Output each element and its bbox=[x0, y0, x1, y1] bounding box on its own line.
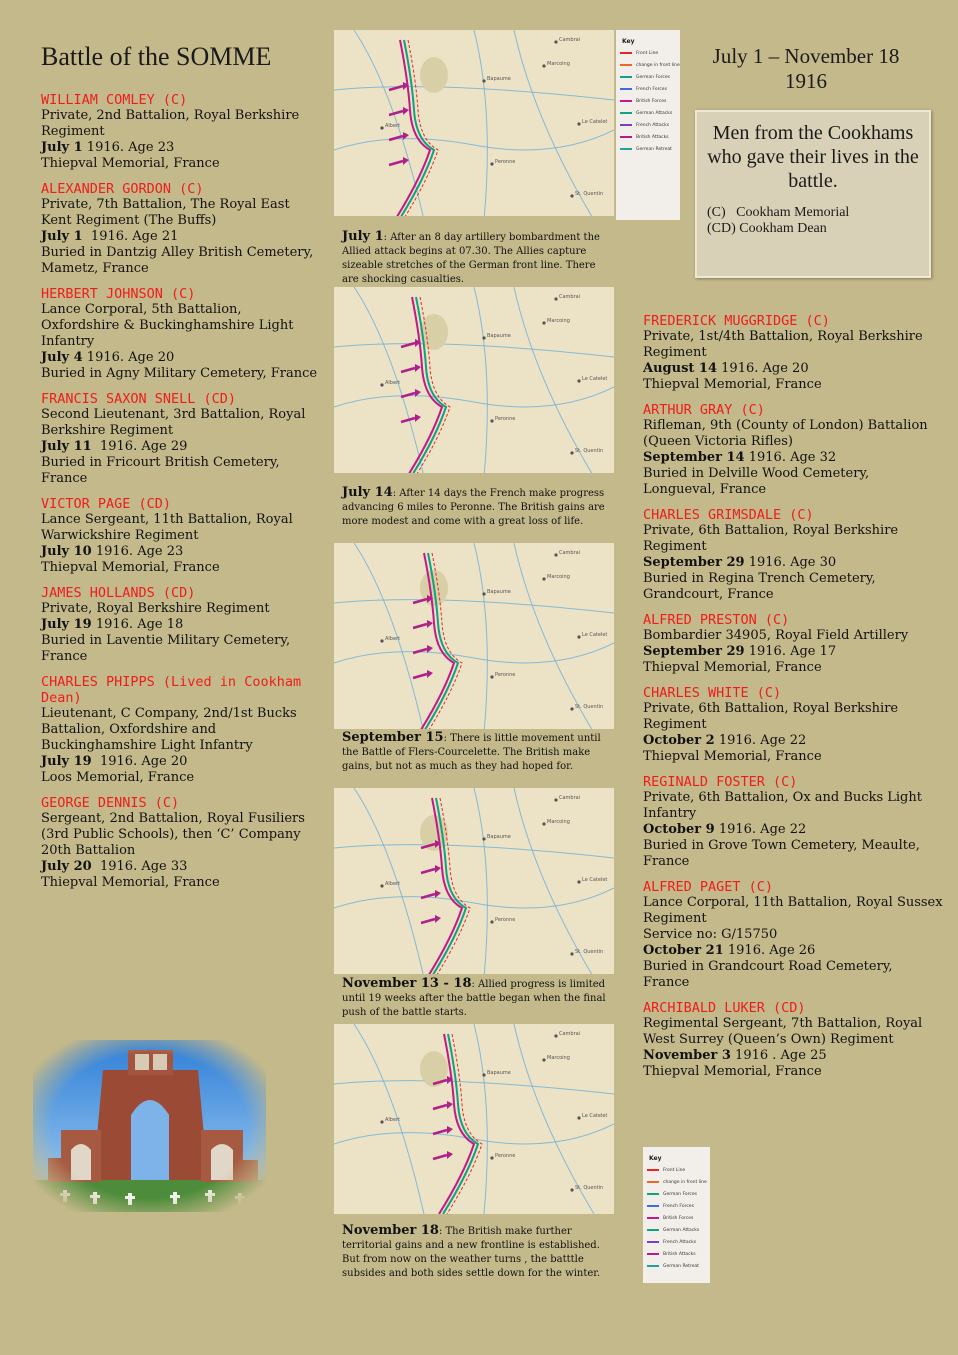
caption-july-1 bbox=[342, 230, 608, 287]
place-dot bbox=[570, 1188, 573, 1191]
key-swatch bbox=[647, 1181, 659, 1183]
soldier-death-date bbox=[41, 140, 321, 156]
key-swatch bbox=[647, 1193, 659, 1195]
soldier-death-date bbox=[41, 859, 321, 875]
soldier-burial: Buried in Delville Wood Cemetery, Longueval, France bbox=[643, 466, 870, 497]
soldier-entry bbox=[643, 507, 943, 603]
soldier-rank-unit: Private, 6th Battalion, Ox and Bucks Light Infantry bbox=[643, 790, 922, 821]
soldier-entry bbox=[41, 181, 321, 277]
soldier-entry bbox=[41, 585, 321, 665]
death-year-age: 1916. Age 29 bbox=[91, 439, 188, 454]
key-item bbox=[643, 1164, 710, 1176]
key-item bbox=[643, 1260, 710, 1272]
soldier-death-date bbox=[41, 617, 321, 633]
soldier-rank-unit: Lieutenant, C Company, 2nd/1st Bucks Battalion, Oxfordshire and Buckinghamshire Light Infantry bbox=[41, 706, 297, 753]
soldier-name: WILLIAM COMLEY (C) bbox=[41, 92, 188, 108]
legend-label: Cookham Dean bbox=[739, 221, 827, 236]
death-year-age: 1916. Age 20 bbox=[91, 754, 188, 769]
soldier-entry bbox=[41, 391, 321, 487]
key-label: German Forces bbox=[663, 1191, 697, 1197]
death-year-age: 1916. Age 20 bbox=[82, 350, 175, 365]
caption-date: November 18 bbox=[342, 1223, 439, 1238]
place-label: Cambrai bbox=[559, 294, 581, 300]
soldier-burial: Buried in Grandcourt Road Cemetery, France bbox=[643, 959, 893, 990]
place-label: Albert bbox=[385, 881, 401, 887]
key-item bbox=[616, 95, 680, 107]
place-label: Marcoing bbox=[547, 318, 570, 324]
legend-row-cd bbox=[697, 221, 929, 237]
place-label: St. Quentin bbox=[575, 949, 604, 955]
place-dot bbox=[482, 592, 485, 595]
place-dot bbox=[570, 707, 573, 710]
caption-date: July 14 bbox=[342, 485, 393, 500]
soldier-entry bbox=[41, 92, 321, 172]
key-item bbox=[643, 1224, 710, 1236]
place-label: St. Quentin bbox=[575, 448, 604, 454]
place-dot bbox=[577, 635, 580, 638]
death-year-age: 1916. Age 18 bbox=[91, 617, 184, 632]
key-label: British Attacks bbox=[663, 1251, 696, 1257]
soldier-burial: Thiepval Memorial, France bbox=[643, 377, 822, 392]
place-label: Marcoing bbox=[547, 819, 570, 825]
key-label: Front Line bbox=[663, 1167, 686, 1173]
death-year-age: 1916. Age 26 bbox=[723, 943, 816, 958]
battle-dates bbox=[690, 44, 922, 94]
place-dot bbox=[380, 1120, 383, 1123]
key-swatch bbox=[620, 124, 632, 126]
key-item bbox=[616, 83, 680, 95]
place-dot bbox=[490, 920, 493, 923]
key-title: Key bbox=[622, 38, 635, 45]
soldier-name: ARCHIBALD LUKER (CD) bbox=[643, 1000, 806, 1016]
place-label: Marcoing bbox=[547, 61, 570, 67]
key-swatch bbox=[647, 1169, 659, 1171]
key-swatch bbox=[620, 112, 632, 114]
death-year-age: 1916. Age 23 bbox=[82, 140, 175, 155]
key-swatch bbox=[620, 76, 632, 78]
soldier-rank-unit: Private, 6th Battalion, Royal Berkshire Regiment bbox=[643, 701, 899, 732]
soldier-rank-unit: Service no: G/15750 bbox=[643, 927, 778, 942]
death-date: September 29 bbox=[643, 644, 745, 659]
place-dot bbox=[482, 79, 485, 82]
place-dot bbox=[570, 194, 573, 197]
place-label: Marcoing bbox=[547, 1055, 570, 1061]
soldier-burial: Buried in Regina Trench Cemetery, Grandcourt, France bbox=[643, 571, 876, 602]
death-date: July 11 bbox=[41, 439, 92, 454]
place-dot bbox=[380, 639, 383, 642]
place-dot bbox=[554, 297, 557, 300]
soldier-burial: Loos Memorial, France bbox=[41, 770, 195, 785]
soldier-burial: Thiepval Memorial, France bbox=[643, 749, 822, 764]
soldier-rank-unit: Sergeant, 2nd Battalion, Royal Fusiliers (3rd Public Schools), then ‘C’ Company 20th Battalion bbox=[41, 811, 305, 858]
place-dot bbox=[570, 952, 573, 955]
place-label: Albert bbox=[385, 1117, 401, 1123]
soldier-death-date bbox=[643, 361, 943, 377]
place-dot bbox=[577, 1116, 580, 1119]
soldier-name: ALFRED PAGET (C) bbox=[643, 879, 774, 895]
death-year-age: 1916. Age 22 bbox=[714, 822, 807, 837]
place-dot bbox=[482, 837, 485, 840]
soldier-name: FREDERICK MUGGRIDGE (C) bbox=[643, 313, 830, 329]
key-label: Front Line bbox=[636, 50, 659, 56]
caption-text: : After an 8 day artillery bombardment the Allied attack begins at 07.30. The Allies capture sizeable stretches of the German front line. There are shocking casualties. bbox=[342, 232, 600, 285]
key-label: German Retreat bbox=[663, 1263, 699, 1269]
key-swatch bbox=[620, 136, 632, 138]
key-item bbox=[616, 47, 680, 59]
key-item bbox=[643, 1176, 710, 1188]
place-dot bbox=[542, 577, 545, 580]
page-title: Battle of the SOMME bbox=[41, 42, 272, 71]
soldier-name: ALFRED PRESTON (C) bbox=[643, 612, 790, 628]
place-dot bbox=[380, 126, 383, 129]
place-label: Bapaume bbox=[487, 333, 511, 339]
soldier-name: GEORGE DENNIS (C) bbox=[41, 795, 180, 811]
soldier-burial: Thiepval Memorial, France bbox=[41, 156, 220, 171]
key-item bbox=[616, 131, 680, 143]
soldier-name: FRANCIS SAXON SNELL (CD) bbox=[41, 391, 237, 407]
soldier-burial: Buried in Dantzig Alley British Cemetery, Mametz, France bbox=[41, 245, 314, 276]
soldier-name: ARTHUR GRAY (C) bbox=[643, 402, 765, 418]
place-label: Cambrai bbox=[559, 1031, 581, 1037]
key-item bbox=[643, 1212, 710, 1224]
key-item bbox=[616, 59, 680, 71]
place-label: Le Catelet bbox=[582, 119, 608, 125]
place-label: Bapaume bbox=[487, 589, 511, 595]
soldier-entry bbox=[643, 1000, 943, 1080]
soldier-burial: Buried in Laventie Military Cemetery, France bbox=[41, 633, 291, 664]
thiepval-memorial-photo bbox=[33, 1040, 266, 1212]
place-dot bbox=[380, 383, 383, 386]
legend-code: (C) bbox=[707, 205, 726, 220]
place-label: Peronne bbox=[495, 159, 516, 165]
key-label: change in front line bbox=[663, 1179, 707, 1185]
place-dot bbox=[490, 419, 493, 422]
map-key-small bbox=[643, 1147, 710, 1283]
death-year-age: 1916. Age 21 bbox=[82, 229, 179, 244]
soldier-rank-unit: Lance Sergeant, 11th Battalion, Royal Warwickshire Regiment bbox=[41, 512, 293, 543]
death-date: September 14 bbox=[643, 450, 745, 465]
soldier-rank-unit: Second Lieutenant, 3rd Battalion, Royal Berkshire Regiment bbox=[41, 407, 306, 438]
caption-text: : There is little movement until the Battle of Flers-Courcelette. The British make gains, but not as much as they had hoped for. bbox=[342, 733, 601, 772]
key-swatch bbox=[647, 1241, 659, 1243]
soldier-name: REGINALD FOSTER (C) bbox=[643, 774, 798, 790]
death-date: October 21 bbox=[643, 943, 724, 958]
caption-november-13 bbox=[342, 977, 608, 1020]
soldier-rank-unit: Regimental Sergeant, 7th Battalion, Royal West Surrey (Queen’s Own) Regiment bbox=[643, 1016, 923, 1047]
key-swatch bbox=[647, 1265, 659, 1267]
key-label: German Attacks bbox=[663, 1227, 700, 1233]
info-heading: Men from the Cookhams who gave their lives in the battle. bbox=[707, 122, 919, 192]
soldier-entry bbox=[643, 774, 943, 870]
soldier-death-date bbox=[643, 733, 943, 749]
death-date: October 2 bbox=[643, 733, 715, 748]
soldier-death-date bbox=[41, 439, 321, 455]
place-label: Peronne bbox=[495, 1153, 516, 1159]
death-year-age: 1916. Age 33 bbox=[91, 859, 188, 874]
caption-text: : Allied progress is limited until 19 weeks after the battle began when the final push of the battle starts. bbox=[342, 979, 606, 1018]
place-label: Bapaume bbox=[487, 834, 511, 840]
map-september-15 bbox=[334, 543, 614, 729]
place-label: Peronne bbox=[495, 917, 516, 923]
place-dot bbox=[542, 64, 545, 67]
key-item bbox=[616, 107, 680, 119]
soldier-death-date bbox=[41, 754, 321, 770]
place-label: Bapaume bbox=[487, 76, 511, 82]
caption-september-15 bbox=[342, 731, 608, 774]
place-dot bbox=[570, 451, 573, 454]
caption-july-14 bbox=[342, 486, 608, 529]
key-swatch bbox=[620, 148, 632, 150]
soldier-rank-unit: Private, 6th Battalion, Royal Berkshire Regiment bbox=[643, 523, 899, 554]
soldier-rank-unit: Bombardier 34905, Royal Field Artillery bbox=[643, 628, 909, 643]
key-label: French Forces bbox=[663, 1203, 694, 1209]
soldier-name: HERBERT JOHNSON (C) bbox=[41, 286, 196, 302]
caption-date: July 1 bbox=[342, 229, 384, 244]
soldier-name: CHARLES PHIPPS (Lived in Cookham Dean) bbox=[41, 674, 302, 706]
soldier-rank-unit: Rifleman, 9th (County of London) Battalion (Queen Victoria Rifles) bbox=[643, 418, 928, 449]
death-year-age: 1916. Age 23 bbox=[91, 544, 184, 559]
soldier-death-date bbox=[643, 450, 943, 466]
place-dot bbox=[554, 1034, 557, 1037]
key-swatch bbox=[647, 1229, 659, 1231]
soldier-burial: Buried in Grove Town Cemetery, Meaulte, France bbox=[643, 838, 920, 869]
caption-date: November 13 - 18 bbox=[342, 976, 472, 991]
dates-line-2: 1916 bbox=[785, 69, 827, 93]
place-label: Le Catelet bbox=[582, 1113, 608, 1119]
soldier-name: CHARLES GRIMSDALE (C) bbox=[643, 507, 814, 523]
soldier-name: CHARLES WHITE (C) bbox=[643, 685, 782, 701]
soldier-burial: Thiepval Memorial, France bbox=[41, 560, 220, 575]
place-label: St. Quentin bbox=[575, 1185, 604, 1191]
soldier-rank-unit: Private, 1st/4th Battalion, Royal Berkshire Regiment bbox=[643, 329, 923, 360]
key-swatch bbox=[620, 52, 632, 54]
place-label: Le Catelet bbox=[582, 632, 608, 638]
caption-text: : After 14 days the French make progress advancing 6 miles to Peronne. The British gains are more modest and come with a great loss of life. bbox=[342, 488, 605, 527]
key-label: British Forces bbox=[636, 98, 667, 104]
key-swatch bbox=[620, 64, 632, 66]
soldier-entry bbox=[643, 685, 943, 765]
key-swatch bbox=[647, 1205, 659, 1207]
death-year-age: 1916. Age 30 bbox=[744, 555, 837, 570]
place-label: Marcoing bbox=[547, 574, 570, 580]
soldier-burial: Thiepval Memorial, France bbox=[41, 875, 220, 890]
death-year-age: 1916. Age 20 bbox=[717, 361, 809, 376]
soldier-entry bbox=[643, 612, 943, 676]
death-year-age: 1916 . Age 25 bbox=[730, 1048, 827, 1063]
map-november-18 bbox=[334, 1024, 614, 1214]
map-november-13 bbox=[334, 788, 614, 974]
soldier-entry bbox=[41, 795, 321, 891]
death-date: October 9 bbox=[643, 822, 715, 837]
dates-line-1: July 1 – November 18 bbox=[712, 44, 900, 68]
death-date: July 10 bbox=[41, 544, 92, 559]
legend-code: (CD) bbox=[707, 221, 736, 236]
place-label: Bapaume bbox=[487, 1070, 511, 1076]
caption-november-18 bbox=[342, 1224, 608, 1281]
soldier-list-right bbox=[643, 313, 943, 1089]
place-dot bbox=[554, 40, 557, 43]
death-date: August 14 bbox=[643, 361, 718, 376]
place-dot bbox=[554, 553, 557, 556]
place-label: St. Quentin bbox=[575, 191, 604, 197]
soldier-burial: Buried in Fricourt British Cemetery, France bbox=[41, 455, 280, 486]
key-swatch bbox=[647, 1217, 659, 1219]
soldier-burial: Thiepval Memorial, France bbox=[643, 1064, 822, 1079]
soldier-entry bbox=[643, 879, 943, 991]
soldier-name: ALEXANDER GORDON (C) bbox=[41, 181, 204, 197]
death-date: July 1 bbox=[41, 229, 83, 244]
place-label: Cambrai bbox=[559, 37, 581, 43]
soldier-death-date bbox=[41, 229, 321, 245]
key-item bbox=[643, 1236, 710, 1248]
key-swatch bbox=[620, 100, 632, 102]
place-dot bbox=[490, 675, 493, 678]
key-label: British Attacks bbox=[636, 134, 669, 140]
legend-label: Cookham Memorial bbox=[736, 205, 850, 220]
soldier-death-date bbox=[41, 544, 321, 560]
soldier-rank-unit: Private, 2nd Battalion, Royal Berkshire Regiment bbox=[41, 108, 300, 139]
key-swatch bbox=[647, 1253, 659, 1255]
place-label: Peronne bbox=[495, 672, 516, 678]
key-label: French Attacks bbox=[663, 1239, 697, 1245]
key-item bbox=[643, 1248, 710, 1260]
key-label: British Forces bbox=[663, 1215, 694, 1221]
key-item bbox=[643, 1200, 710, 1212]
death-year-age: 1916. Age 17 bbox=[744, 644, 837, 659]
soldier-rank-unit: Private, 7th Battalion, The Royal East Kent Regiment (The Buffs) bbox=[41, 197, 290, 228]
key-swatch bbox=[620, 88, 632, 90]
info-box bbox=[695, 110, 931, 278]
place-label: Albert bbox=[385, 380, 401, 386]
key-title: Key bbox=[649, 1155, 662, 1162]
death-date: July 1 bbox=[41, 140, 83, 155]
place-dot bbox=[577, 379, 580, 382]
place-label: Albert bbox=[385, 123, 401, 129]
death-date: July 19 bbox=[41, 754, 92, 769]
soldier-death-date bbox=[643, 644, 943, 660]
place-label: St. Quentin bbox=[575, 704, 604, 710]
death-year-age: 1916. Age 22 bbox=[714, 733, 807, 748]
key-label: French Forces bbox=[636, 86, 667, 92]
place-label: Cambrai bbox=[559, 550, 581, 556]
map-key bbox=[616, 30, 680, 220]
death-date: November 3 bbox=[643, 1048, 731, 1063]
place-label: Cambrai bbox=[559, 795, 581, 801]
death-year-age: 1916. Age 32 bbox=[744, 450, 837, 465]
death-date: September 29 bbox=[643, 555, 745, 570]
soldier-entry bbox=[41, 286, 321, 382]
soldier-name: VICTOR PAGE (CD) bbox=[41, 496, 172, 512]
place-label: Peronne bbox=[495, 416, 516, 422]
soldier-burial: Thiepval Memorial, France bbox=[643, 660, 822, 675]
caption-text: : The British make further territorial gains and a new frontline is established. But from now on the weather turns , the batttle subsides and both sides settle down for the winter. bbox=[342, 1226, 601, 1279]
key-label: German Forces bbox=[636, 74, 670, 80]
soldier-burial: Buried in Agny Military Cemetery, France bbox=[41, 366, 318, 381]
place-dot bbox=[482, 1073, 485, 1076]
place-dot bbox=[542, 1058, 545, 1061]
key-label: French Attacks bbox=[636, 122, 670, 128]
map-july-1 bbox=[334, 30, 614, 216]
key-item bbox=[643, 1188, 710, 1200]
place-label: Le Catelet bbox=[582, 376, 608, 382]
key-label: change in front line bbox=[636, 62, 680, 68]
soldier-entry bbox=[41, 674, 321, 786]
soldier-list-left bbox=[41, 92, 321, 900]
soldier-entry bbox=[41, 496, 321, 576]
soldier-entry bbox=[643, 313, 943, 393]
soldier-rank-unit: Lance Corporal, 11th Battalion, Royal Sussex Regiment bbox=[643, 895, 943, 926]
place-label: Albert bbox=[385, 636, 401, 642]
soldier-death-date bbox=[41, 350, 321, 366]
key-label: German Attacks bbox=[636, 110, 673, 116]
place-dot bbox=[542, 822, 545, 825]
death-date: July 19 bbox=[41, 617, 92, 632]
place-dot bbox=[490, 1156, 493, 1159]
soldier-name: JAMES HOLLANDS (CD) bbox=[41, 585, 196, 601]
soldier-death-date bbox=[643, 555, 943, 571]
place-dot bbox=[577, 880, 580, 883]
place-dot bbox=[482, 336, 485, 339]
soldier-death-date bbox=[643, 1048, 943, 1064]
place-dot bbox=[490, 162, 493, 165]
soldier-death-date bbox=[643, 943, 943, 959]
soldier-death-date bbox=[643, 822, 943, 838]
soldier-rank-unit: Private, Royal Berkshire Regiment bbox=[41, 601, 270, 616]
death-date: July 4 bbox=[41, 350, 83, 365]
key-label: German Retreat bbox=[636, 146, 672, 152]
place-dot bbox=[380, 884, 383, 887]
key-item bbox=[616, 71, 680, 83]
legend-row-c bbox=[697, 205, 929, 221]
key-item bbox=[616, 119, 680, 131]
soldier-rank-unit: Lance Corporal, 5th Battalion, Oxfordshire & Buckinghamshire Light Infantry bbox=[41, 302, 294, 349]
soldier-entry bbox=[643, 402, 943, 498]
place-label: Le Catelet bbox=[582, 877, 608, 883]
key-item bbox=[616, 143, 680, 155]
death-date: July 20 bbox=[41, 859, 92, 874]
place-dot bbox=[554, 798, 557, 801]
place-dot bbox=[577, 122, 580, 125]
map-july-14 bbox=[334, 287, 614, 473]
caption-date: September 15 bbox=[342, 730, 444, 745]
place-dot bbox=[542, 321, 545, 324]
